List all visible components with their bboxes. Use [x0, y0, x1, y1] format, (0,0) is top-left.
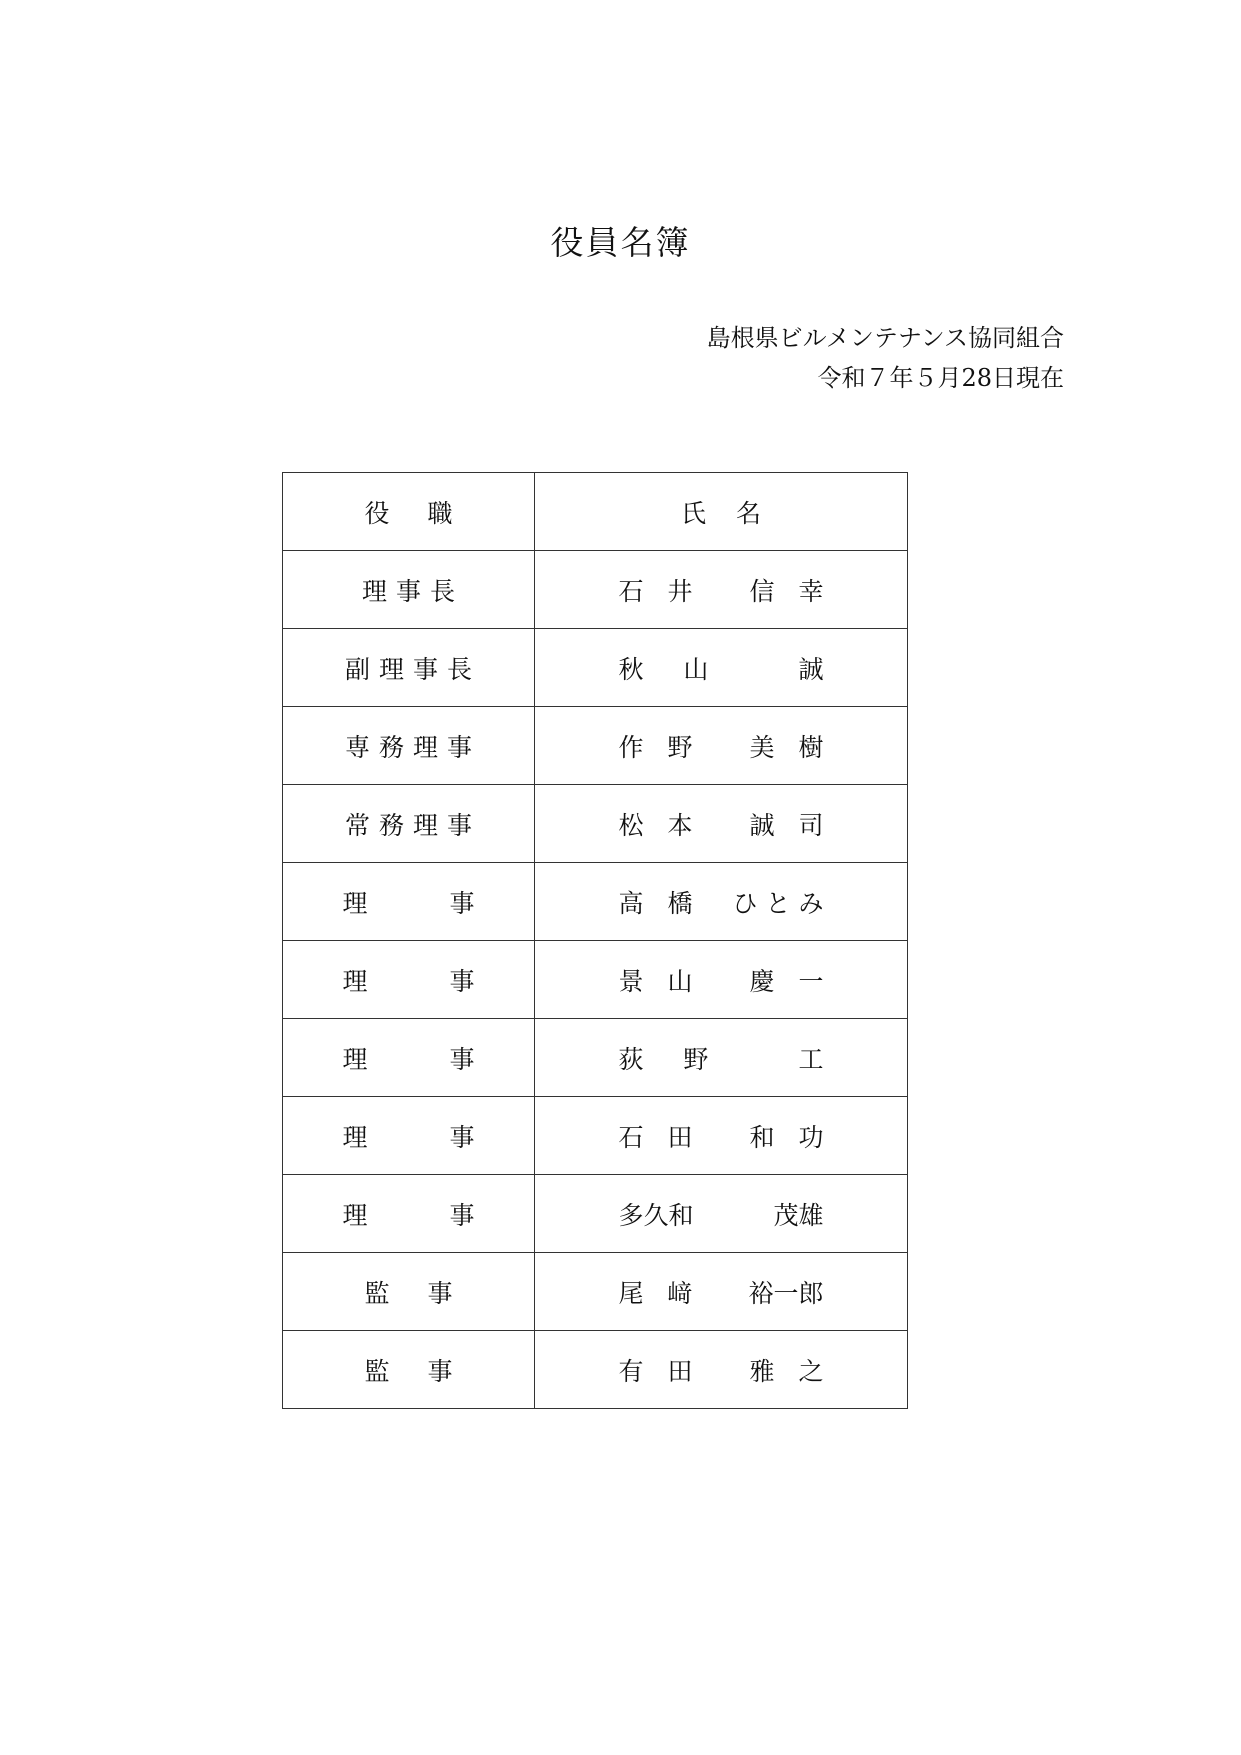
header-role	[283, 473, 535, 551]
table-row	[283, 863, 908, 941]
table-row	[283, 1097, 908, 1175]
table-row	[283, 629, 908, 707]
family-name: 高 橋	[618, 888, 701, 918]
name-cell	[535, 707, 908, 785]
name-cell	[535, 863, 908, 941]
role-part: 事	[449, 966, 475, 996]
header-role-part: 職	[427, 498, 453, 528]
family-name: 多久和	[618, 1200, 694, 1230]
table-row	[283, 1175, 908, 1253]
role-cell	[283, 629, 535, 707]
role-part: 事	[449, 1044, 475, 1074]
name-cell	[535, 1331, 908, 1409]
family-name: 有 田	[618, 1356, 701, 1386]
role-cell	[283, 707, 535, 785]
family-name: 秋 山	[618, 654, 717, 684]
table-header-row	[283, 473, 908, 551]
role-cell	[283, 1331, 535, 1409]
role-cell	[283, 1097, 535, 1175]
role-part: 理	[342, 1122, 368, 1152]
given-name: 誠	[798, 654, 832, 684]
family-name: 松 本	[618, 810, 701, 840]
role-part: 事	[449, 1200, 475, 1230]
given-name: 美 樹	[749, 732, 832, 762]
table-row	[283, 1331, 908, 1409]
role-part: 理	[342, 1044, 368, 1074]
role-part: 事	[427, 1356, 453, 1386]
role-cell	[283, 1253, 535, 1331]
given-name: 誠 司	[749, 810, 832, 840]
given-name: 工	[798, 1044, 832, 1074]
role-part: 事	[449, 888, 475, 918]
role-part: 理	[342, 966, 368, 996]
as-of-date: 令和７年５月28日現在	[817, 364, 1064, 392]
given-name: ひとみ	[732, 888, 832, 918]
role-cell	[283, 551, 535, 629]
role-part: 理	[342, 1200, 368, 1230]
table-row	[283, 707, 908, 785]
family-name: 景 山	[618, 966, 701, 996]
name-cell	[535, 1253, 908, 1331]
given-name: 信 幸	[749, 576, 832, 606]
table-row	[283, 941, 908, 1019]
table-row	[283, 551, 908, 629]
name-cell	[535, 629, 908, 707]
role-cell	[283, 1019, 535, 1097]
name-cell	[535, 1097, 908, 1175]
family-name: 石 田	[618, 1122, 701, 1152]
header-name-part: 氏	[681, 498, 707, 528]
family-name: 尾 﨑	[618, 1278, 701, 1308]
role-part: 監	[364, 1278, 390, 1308]
name-cell	[535, 551, 908, 629]
org-block	[707, 318, 1064, 398]
role-cell	[283, 785, 535, 863]
name-cell	[535, 941, 908, 1019]
role-cell	[283, 863, 535, 941]
role-cell	[283, 941, 535, 1019]
given-name: 茂雄	[773, 1200, 824, 1230]
role-text: 専務理事	[344, 732, 481, 762]
role-part: 事	[449, 1122, 475, 1152]
role-cell	[283, 1175, 535, 1253]
given-name: 慶 一	[749, 966, 832, 996]
role-text: 常務理事	[344, 810, 481, 840]
family-name: 作 野	[618, 732, 701, 762]
header-name	[535, 473, 908, 551]
role-part: 監	[364, 1356, 390, 1386]
role-text: 理事長	[361, 576, 464, 606]
role-text: 副理事長	[344, 654, 481, 684]
table-row	[283, 1253, 908, 1331]
document-title: 役員名簿	[550, 223, 691, 262]
role-part: 事	[427, 1278, 453, 1308]
officer-roster-table	[282, 472, 908, 1409]
role-part: 理	[342, 888, 368, 918]
family-name: 荻 野	[618, 1044, 717, 1074]
table-row	[283, 1019, 908, 1097]
name-cell	[535, 785, 908, 863]
organization-name: 島根県ビルメンテナンス協同組合	[706, 324, 1064, 352]
family-name: 石 井	[618, 576, 701, 606]
given-name: 和 功	[749, 1122, 832, 1152]
given-name: 雅 之	[749, 1356, 832, 1386]
table-row	[283, 785, 908, 863]
header-role-part: 役	[364, 498, 390, 528]
header-name-part: 名	[735, 498, 761, 528]
given-name: 裕一郎	[748, 1278, 824, 1308]
name-cell	[535, 1019, 908, 1097]
name-cell	[535, 1175, 908, 1253]
